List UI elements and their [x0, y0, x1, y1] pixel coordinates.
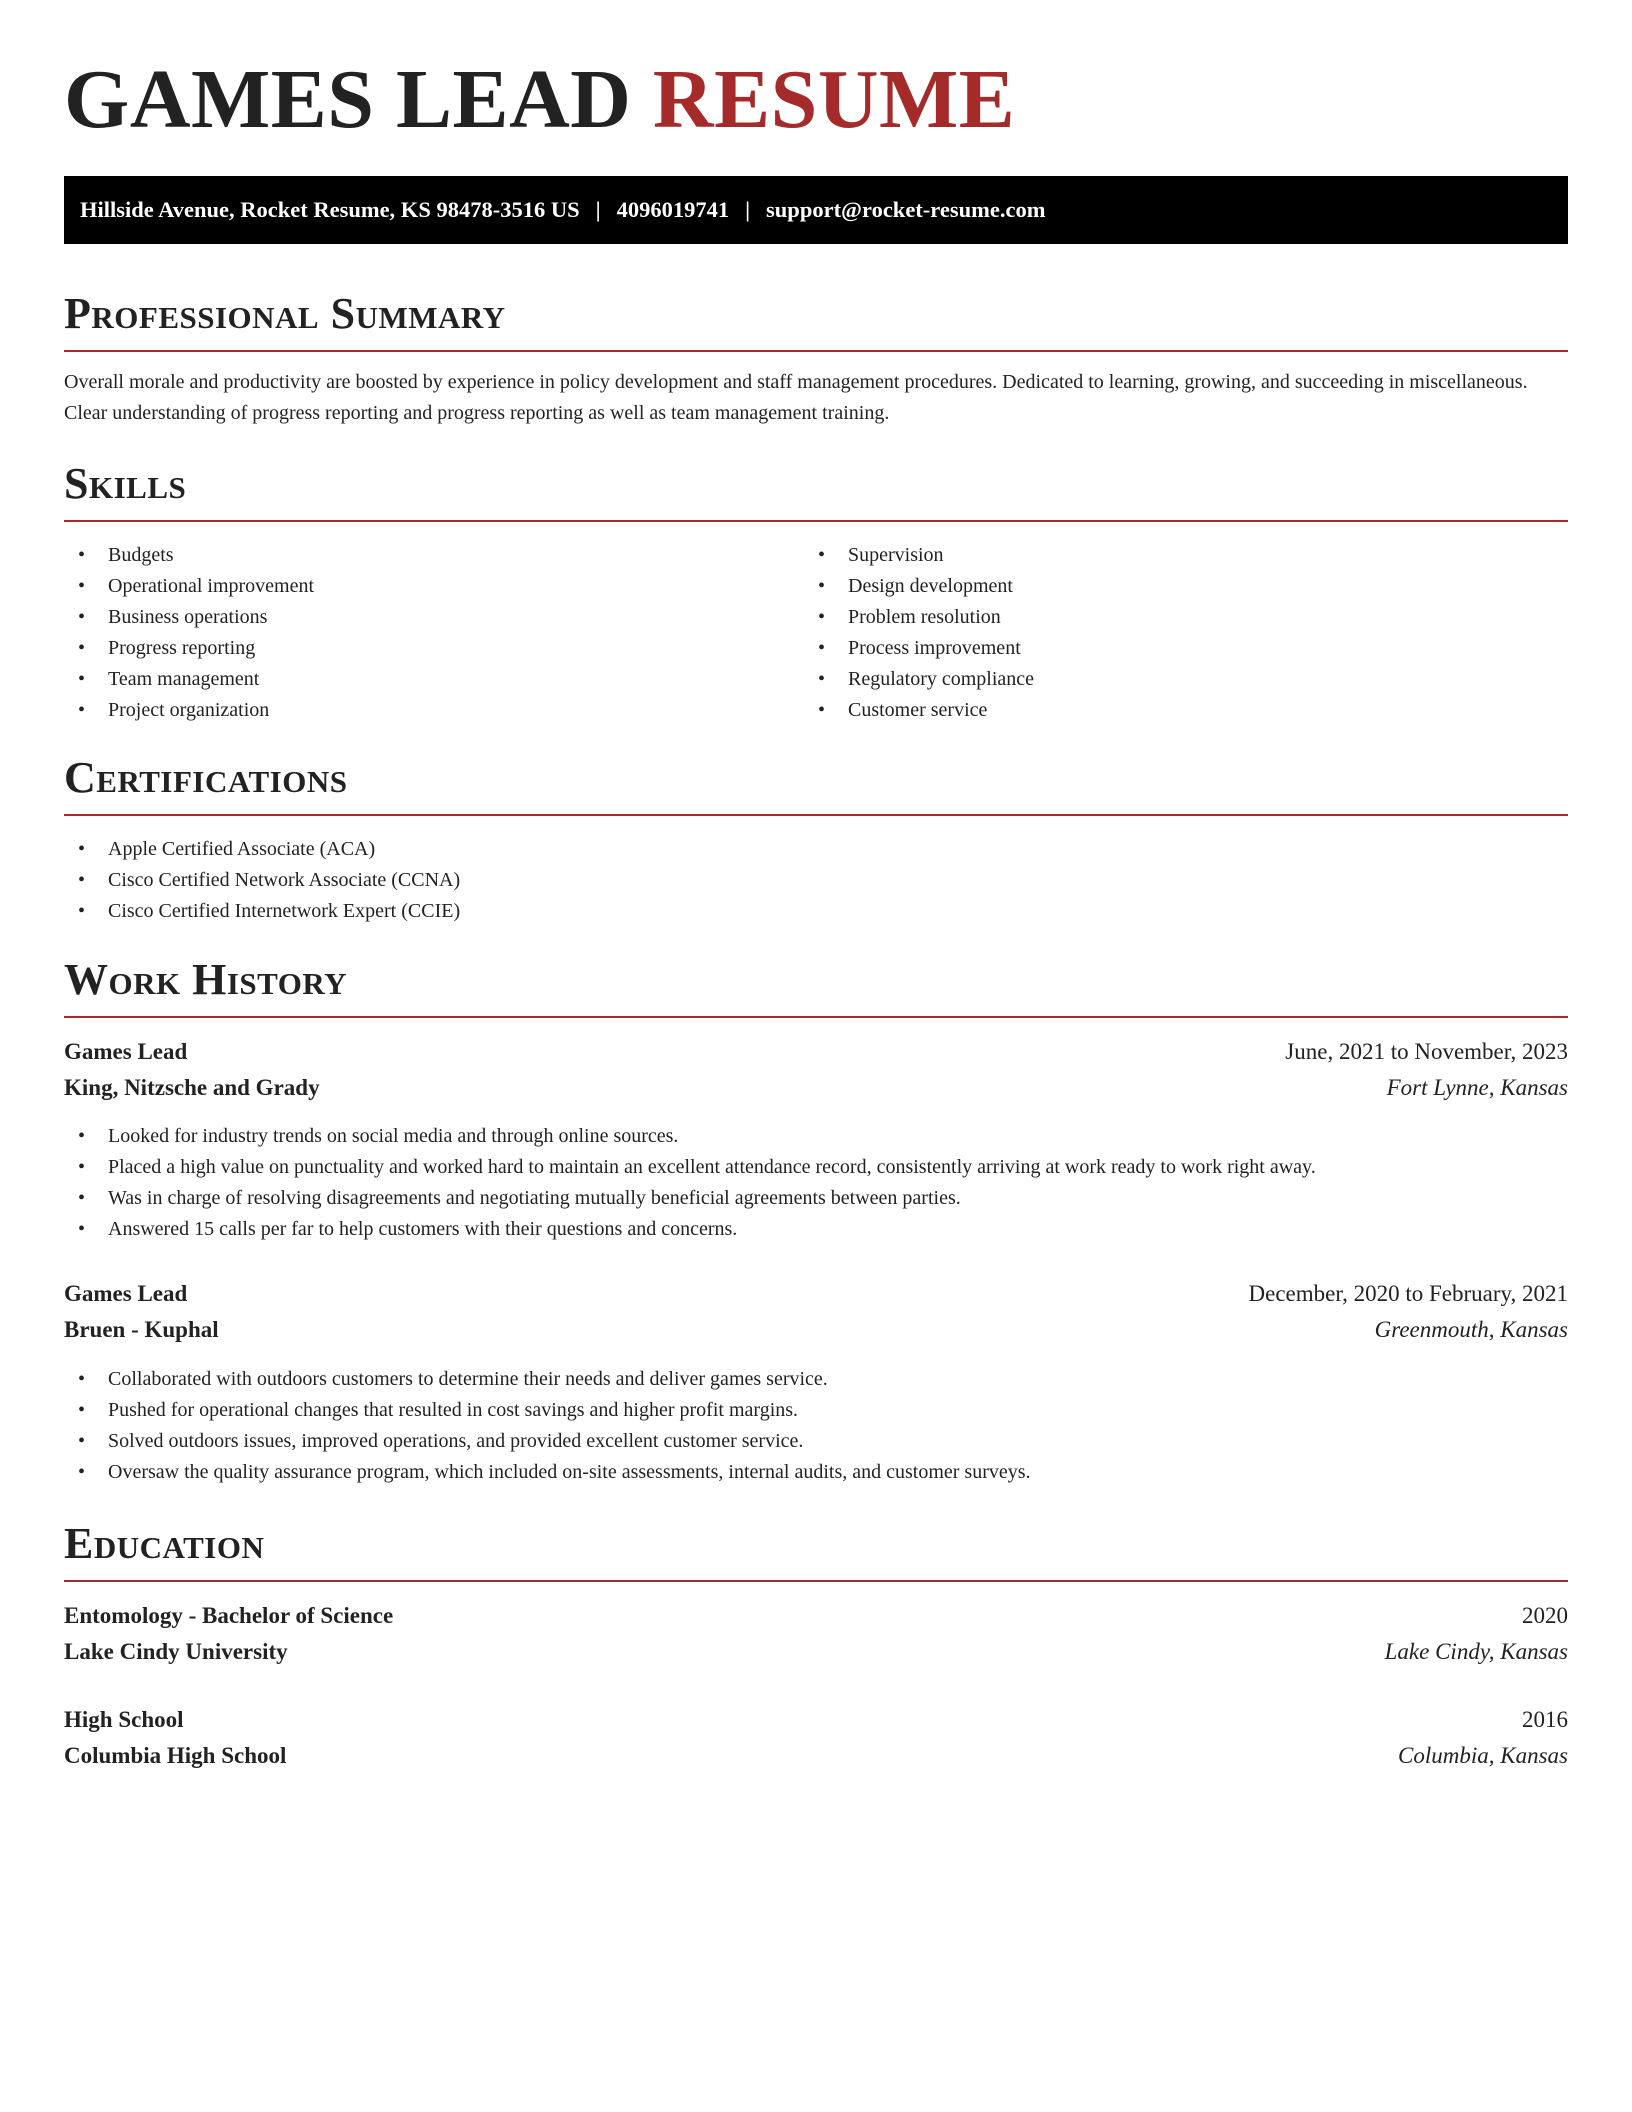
section-divider [64, 814, 1568, 816]
job-position: Games Lead [64, 1039, 188, 1064]
summary-text: Overall morale and productivity are boosted by experience in policy development and staff management procedures. Dedicated to learning, growing, and succeeding in miscellaneous. Clear understanding of progress reporting and progress reporting as well as team management training. [64, 371, 1528, 424]
skill-item: • Business operations [64, 602, 314, 633]
job-header [64, 1034, 1568, 1070]
job-bullets [64, 1121, 1316, 1245]
job-header [64, 1276, 1568, 1312]
job-company: Bruen - Kuphal [64, 1317, 219, 1342]
section-divider [64, 520, 1568, 522]
section-divider [64, 1016, 1568, 1018]
section-divider [64, 1580, 1568, 1582]
skills-list-right [804, 540, 1034, 726]
job-subheader [64, 1070, 1568, 1106]
job-bullet: • Oversaw the quality assurance program, which included on-site assessments, internal audits, and customer surveys. [64, 1457, 1031, 1488]
skill-item: • Problem resolution [804, 602, 1034, 633]
education-school: Lake Cindy University [64, 1639, 288, 1664]
education-location: Columbia, Kansas [1398, 1743, 1568, 1768]
section-title-skills: Skills [64, 459, 187, 508]
job-bullet: • Looked for industry trends on social media and through online sources. [64, 1121, 1316, 1152]
certifications-list [64, 834, 460, 927]
job-bullet: • Collaborated with outdoors customers to determine their needs and deliver games service. [64, 1364, 1031, 1395]
certification-item: • Cisco Certified Internetwork Expert (CCIE) [64, 896, 460, 927]
contact-phone: 4096019741 [616, 197, 730, 222]
job-dates: June, 2021 to November, 2023 [1285, 1039, 1568, 1064]
skills-list-left [64, 540, 314, 726]
contact-email: support@rocket-resume.com [766, 197, 1046, 222]
title-main: GAMES LEAD [64, 53, 632, 146]
skill-item: • Operational improvement [64, 571, 314, 602]
job-subheader [64, 1312, 1568, 1348]
job-dates: December, 2020 to February, 2021 [1248, 1281, 1568, 1306]
section-divider [64, 350, 1568, 352]
skill-item: • Supervision [804, 540, 1034, 571]
education-subheader [64, 1634, 1568, 1670]
job-bullet: • Solved outdoors issues, improved operations, and provided excellent customer service. [64, 1426, 1031, 1457]
education-degree: High School [64, 1707, 184, 1732]
section-title-education: Education [64, 1519, 265, 1568]
skill-item: • Design development [804, 571, 1034, 602]
certification-item: • Cisco Certified Network Associate (CCNA) [64, 865, 460, 896]
section-title-certifications: Certifications [64, 753, 348, 802]
section-title-work-history: Work History [64, 955, 348, 1004]
job-location: Greenmouth, Kansas [1374, 1317, 1568, 1342]
contact-address: Hillside Avenue, Rocket Resume, KS 98478-3516 US [80, 197, 580, 222]
job-company: King, Nitzsche and Grady [64, 1075, 320, 1100]
resume-title [64, 52, 1015, 149]
job-bullet: • Placed a high value on punctuality and worked hard to maintain an excellent attendance record, consistently arriving at work ready to work right away. [64, 1152, 1316, 1183]
contact-separator: | [745, 197, 751, 222]
job-location: Fort Lynne, Kansas [1386, 1075, 1568, 1100]
skill-item: • Team management [64, 664, 314, 695]
skill-item: • Process improvement [804, 633, 1034, 664]
education-year: 2020 [1522, 1603, 1568, 1628]
skill-item: • Budgets [64, 540, 314, 571]
education-header [64, 1702, 1568, 1738]
section-title-summary: Professional Summary [64, 289, 506, 338]
job-bullet: • Pushed for operational changes that resulted in cost savings and higher profit margins. [64, 1395, 1031, 1426]
education-school: Columbia High School [64, 1743, 287, 1768]
education-subheader [64, 1738, 1568, 1774]
education-degree: Entomology - Bachelor of Science [64, 1603, 394, 1628]
certification-item: • Apple Certified Associate (ACA) [64, 834, 460, 865]
job-bullet: • Answered 15 calls per far to help customers with their questions and concerns. [64, 1214, 1316, 1245]
title-accent: RESUME [652, 53, 1016, 146]
skill-item: • Customer service [804, 695, 1034, 726]
skill-item: • Project organization [64, 695, 314, 726]
education-year: 2016 [1522, 1707, 1568, 1732]
education-location: Lake Cindy, Kansas [1384, 1639, 1568, 1664]
education-header [64, 1598, 1568, 1634]
skill-item: • Regulatory compliance [804, 664, 1034, 695]
job-position: Games Lead [64, 1281, 188, 1306]
job-bullet: • Was in charge of resolving disagreements and negotiating mutually beneficial agreements between parties. [64, 1183, 1316, 1214]
contact-separator: | [595, 197, 601, 222]
job-bullets [64, 1364, 1031, 1488]
contact-bar [64, 176, 1568, 244]
skill-item: • Progress reporting [64, 633, 314, 664]
